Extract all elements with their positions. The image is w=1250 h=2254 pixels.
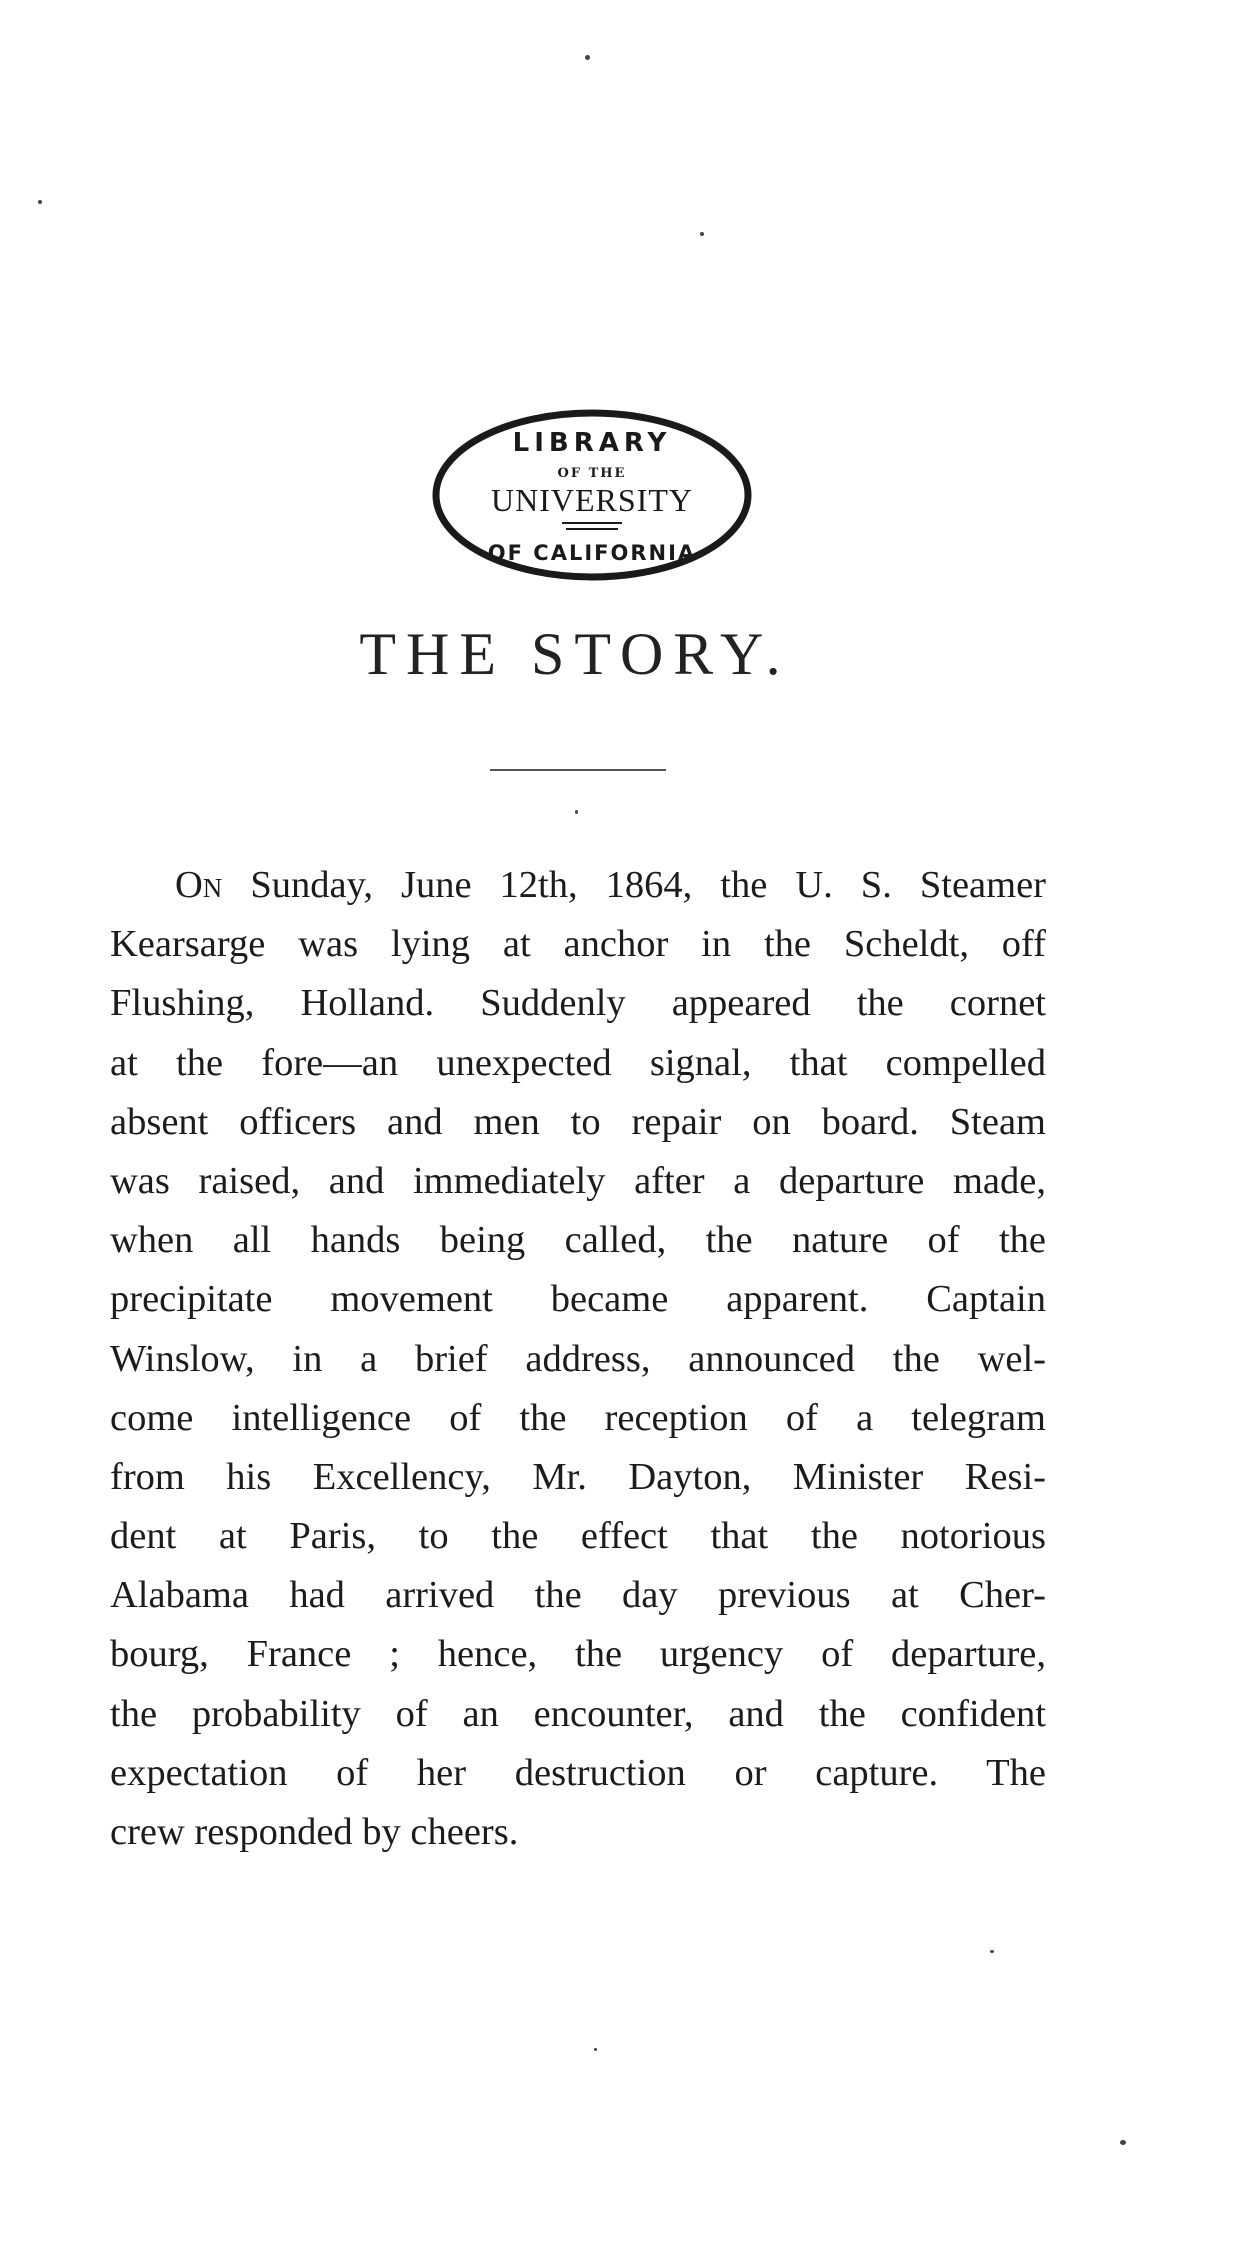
text-line: Winslow, in a brief address, announced the wel-	[110, 1337, 1046, 1380]
text-line: from his Excellency, Mr. Dayton, Minister Resi-	[110, 1455, 1046, 1498]
paper-speck	[38, 200, 42, 204]
paper-speck	[585, 55, 590, 60]
library-stamp	[430, 405, 754, 585]
text-line: bourg, France ; hence, the urgency of departure,	[110, 1633, 1046, 1676]
text-line: precipitate movement became apparent. Captain	[110, 1278, 1046, 1321]
library-stamp-graphic	[430, 405, 754, 585]
story-paragraph	[110, 856, 1046, 1862]
text-line: crew responded by cheers.	[110, 1811, 519, 1853]
chapter-title: THE STORY.	[359, 621, 791, 687]
text-line	[110, 856, 1046, 915]
text-line: Kearsarge was lying at anchor in the Scheldt, off	[110, 923, 1046, 966]
text-line: expectation of her destruction or capture. The	[110, 1751, 1046, 1794]
stamp-top-text: LIBRARY	[512, 428, 672, 458]
paper-speck	[575, 810, 578, 814]
title-divider	[490, 769, 666, 771]
paper-speck	[700, 232, 704, 236]
text-line: come intelligence of the reception of a telegram	[110, 1396, 1046, 1439]
text-line: the probability of an encounter, and the confident	[110, 1692, 1046, 1735]
text-line: absent officers and men to repair on board. Steam	[110, 1100, 1046, 1143]
text-line: dent at Paris, to the effect that the notorious	[110, 1515, 1046, 1558]
text-line: was raised, and immediately after a departure made,	[110, 1159, 1046, 1202]
text-line: at the fore—an unexpected signal, that compelled	[110, 1041, 1046, 1084]
text-line-content: Sunday, June 12th, 1864, the U. S. Steamer	[222, 864, 1046, 906]
paper-speck	[1120, 2140, 1126, 2145]
stamp-middle-text: OF THE	[557, 466, 627, 481]
text-line: Flushing, Holland. Suddenly appeared the cornet	[110, 982, 1046, 1025]
text-line: when all hands being called, the nature of the	[110, 1219, 1046, 1262]
lead-word: On	[175, 864, 223, 906]
stamp-main-text: UNIVERSITY	[491, 482, 693, 518]
stamp-bottom-text: OF CALIFORNIA	[487, 541, 697, 565]
paper-speck	[594, 2048, 597, 2051]
text-line: Alabama had arrived the day previous at Cher-	[110, 1574, 1046, 1617]
paper-speck	[990, 1950, 994, 1953]
